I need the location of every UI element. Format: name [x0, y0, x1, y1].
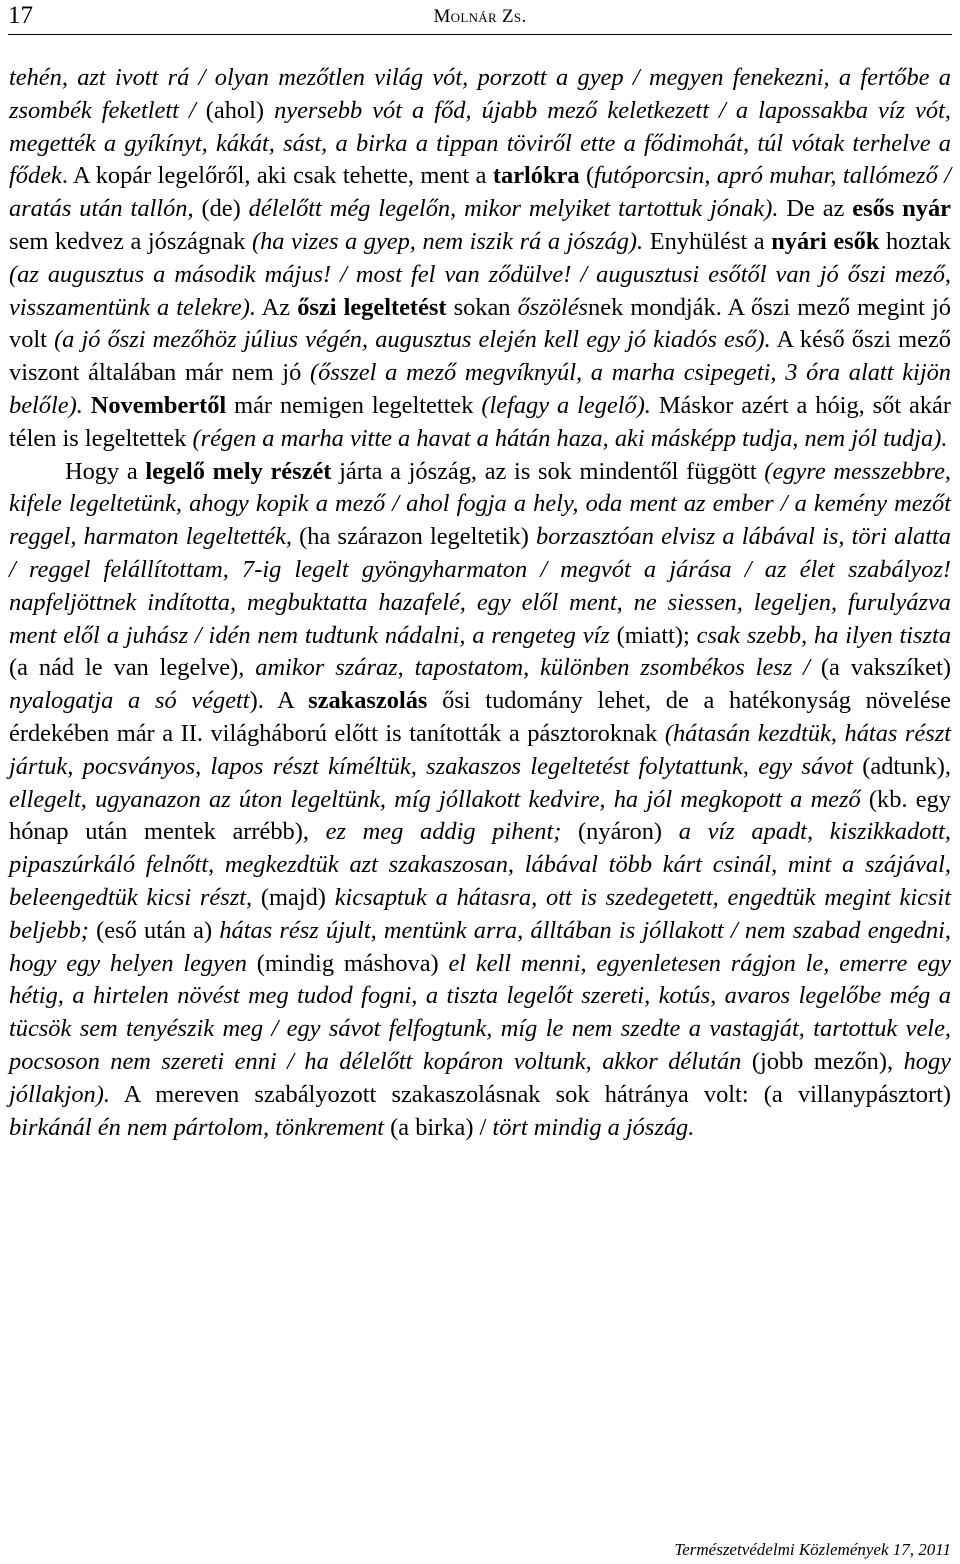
italic-text: délelőtt még legelőn, mikor melyiket tartottuk jónak). — [248, 195, 779, 223]
italic-text: ez meg addig pihent; — [325, 818, 562, 846]
text-run: járta a jószág, az is sok mindentől függött — [331, 457, 765, 485]
text-run: Enyhülést a — [643, 227, 772, 255]
text-run: (majd) — [252, 883, 335, 911]
text-run: (adtunk), — [852, 752, 951, 780]
italic-text: őszölés — [517, 293, 589, 321]
italic-text: kicsaptuk a hátasra, ott is szedegetett, engedtük megint kicsit beljebb; — [9, 883, 951, 944]
italic-text: (régen a marha vitte a havat a hátán haza, aki másképp tudja, nem jól tudja). — [192, 424, 948, 452]
paragraph — [9, 62, 951, 456]
italic-text: (ősszel a mező megvíknyúl, a marha csipegeti, 3 óra alatt kijön belőle). — [9, 359, 951, 419]
italic-text: borzasztóan elvisz a lábával is, töri alatta / reggel felállítottam, 7-ig legelt gyöngyharmaton / megvót a járása / az élet szabályoz! napfeljöttnek indította, megbuktatta hazafelé, egy elől ment, ne siessen, legeljen, furulyázva ment elől a juhász / idén nem tudtunk nádalni, a rengeteg víz — [9, 523, 951, 649]
page-number: 17 — [8, 2, 33, 29]
text-run: sem kedvez a jószágnak — [9, 227, 252, 255]
italic-text: el kell menni, egyenletesen rágjon le, emerre egy hétig, a hirtelen növést meg tudod fogni, a tiszta legelőt szereti, kotús, avaros legelőbe még a tücsök sem tenyészik meg / egy sávot felfogtunk, míg le nem szedte a vastagját, tartottuk vele, pocsoson nem szereti enni / ha délelőtt kopáron voltunk, akkor délután — [9, 949, 951, 1075]
text-run: (kb. egy hónap után mentek arrébb), — [9, 785, 951, 846]
bold-term: tarlókra — [492, 162, 580, 190]
text-run: . A kopár legelőről, aki csak tehette, ment a — [61, 162, 493, 190]
italic-text: amikor száraz, tapostatom, különben zsombékos lesz / — [255, 654, 810, 682]
italic-text: (egyre messzebbre, kifele legeltetünk, ahogy kopik a mező / ahol fogja a hely, oda ment az ember / a kemény mezőt reggel, harmaton legeltették, — [9, 457, 952, 551]
text-run: sokan — [446, 293, 518, 321]
bold-term: nyári esők — [771, 227, 880, 255]
italic-text: birkánál én nem pártolom, tönkrement — [9, 1113, 385, 1141]
italic-text: (ha vizes a gyep, nem iszik rá a jószág). — [251, 227, 644, 255]
text-run: Hogy a — [65, 457, 146, 485]
text-run: A késő őszi mező viszont általában már nem jó — [9, 326, 951, 387]
text-run: De az — [778, 195, 853, 223]
bold-term: szakaszolás — [308, 687, 428, 715]
text-run: (eső után a) — [88, 916, 220, 944]
italic-text: hátas rész újult, mentünk arra, álltában is jóllakott / nem szabad engedni, hogy egy helyen legyen — [9, 916, 952, 977]
italic-text: nyersebb vót a főd, újabb mező keletkezett / a lapossakba víz vót, megették a gyíkínyt, kákát, sást, a birka a tippan töviről ette a fődimohát, túl vótak terhelve a fődek — [9, 96, 951, 190]
italic-text: futóporcsin, apró muhar, tallómező / aratás után tallón, — [9, 162, 951, 223]
bold-term: őszi legeltetést — [297, 293, 447, 321]
text-run: (a birka) / — [384, 1113, 493, 1141]
text-run: (de) — [193, 195, 249, 223]
text-run: nek mondják. A őszi mező megint jó volt — [9, 293, 951, 354]
text-run: már nemigen legeltettek — [226, 391, 482, 419]
italic-text: a víz apadt, kiszikkadott, pipaszúrkáló felnőtt, megkezdtük azt szakaszosan, lábával több kárt csinál, mint a szájával, beleengedtük kicsi részt, — [9, 818, 951, 911]
italic-text: hogy jóllakjon). — [9, 1047, 952, 1108]
text-run: (ha szárazon legeltetik) — [292, 523, 536, 551]
text-run: Máskor azért a hóig, sőt akár télen is legeltettek — [9, 391, 952, 452]
text-run: ( — [579, 162, 595, 190]
text-run: (mindig máshova) — [246, 949, 449, 977]
italic-text: tört mindig a jószág. — [492, 1113, 695, 1141]
italic-text: tehén, azt ivott rá / olyan mezőtlen világ vót, porzott a gyep / megyen fenekezni, a fertőbe a zsombék feketlett / — [9, 64, 951, 124]
text-run — [83, 392, 91, 419]
bold-term: esős nyár — [852, 195, 952, 223]
text-run: ). A — [249, 687, 309, 715]
paragraph — [9, 456, 951, 1145]
text-run: (miatt); — [609, 621, 697, 649]
italic-text: (a jó őszi mezőhöz július végén, augusztus elején kell egy jó kiadós eső). — [54, 326, 771, 354]
text-run: (jobb mezőn), — [741, 1047, 904, 1075]
text-run: hoztak — [879, 227, 951, 255]
italic-text: (hátasán kezdtük, hátas részt jártuk, pocsványos, lapos részt kíméltük, szakaszos legeltetést folytattunk, egy sávot — [9, 719, 952, 780]
text-run: (a vakszíket) — [809, 654, 951, 682]
text-run: (a nád le van legelve), — [9, 654, 256, 682]
text-run: A mereven szabályozott szakaszolásnak sok hátránya volt: (a villanypásztort) — [109, 1080, 951, 1108]
italic-text: (lefagy a legelő). — [481, 391, 651, 419]
italic-text: ellegelt, ugyanazon az úton legeltünk, míg jóllakott kedvire, ha jól megkopott a mező — [9, 785, 861, 813]
text-run: ősi tudomány lehet, de a hatékonyság növelése érdekében már a II. világháború előtt is tanították a pásztoroknak — [9, 687, 951, 747]
page-header — [8, 0, 952, 35]
italic-text: (az augusztus a második május! / most fel van ződülve! / augusztusi esőtől van jó őszi mező, visszamentünk a telekre). — [9, 260, 951, 321]
italic-text: nyalogatja a só végett — [9, 687, 250, 715]
text-run: (ahol) — [205, 96, 265, 124]
italic-text: csak szebb, ha ilyen tiszta — [696, 621, 952, 649]
bold-term: Novembertől — [90, 391, 227, 419]
running-title: Molnár Zs. — [433, 6, 527, 27]
text-run: Az — [255, 293, 298, 321]
text-run: (nyáron) — [561, 818, 679, 846]
body-text — [9, 62, 951, 1144]
bold-term: legelő mely részét — [145, 457, 332, 485]
journal-footer: Természetvédelmi Közlemények 17, 2011 — [674, 1540, 951, 1559]
